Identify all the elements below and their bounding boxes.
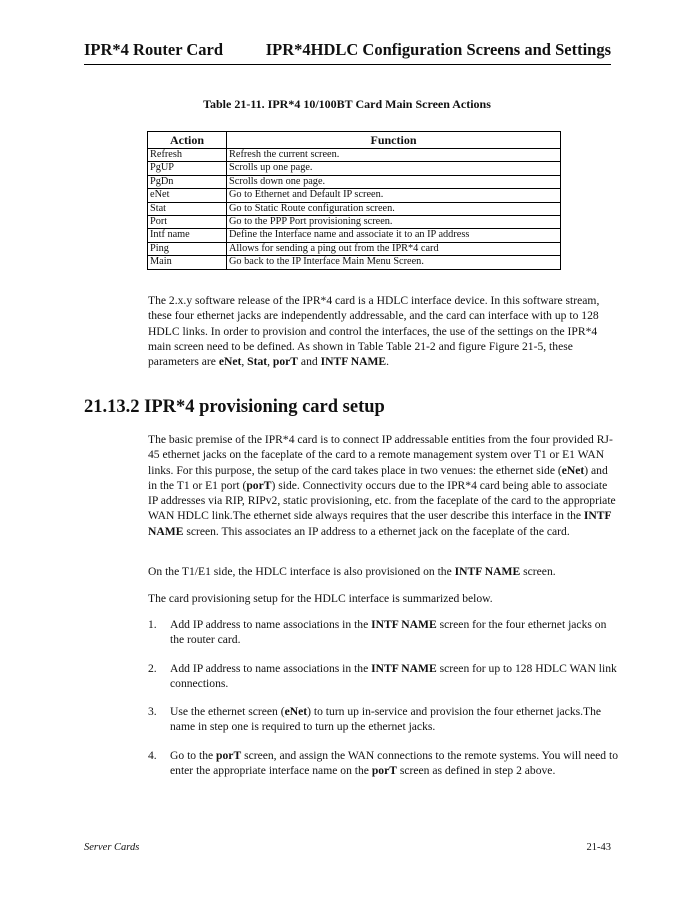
step-number: 1. [148, 618, 157, 631]
bold-term: eNet [284, 705, 308, 719]
table-row [148, 242, 561, 255]
table-row [148, 162, 561, 175]
step-number: 4. [148, 748, 157, 762]
table-cell-action: Main [148, 256, 227, 269]
text-run: screen for up to 128 HDLC WAN link connections. [170, 661, 617, 690]
text-run: On the T1/E1 side, the HDLC interface is also provisioned on the [148, 565, 455, 578]
table-cell-function: Define the Interface name and associate it to an IP address [227, 229, 561, 242]
text-run: The 2.x.y software release of the IPR*4 card is a HDLC interface device. In this software stream, these four ethernet jacks are independently addressable, and the card can interface with up to 128 HDLC links. In order to provision and control the interfaces, the use of the settings on the IPR*4 main screen need to be defined. As shown in Table Table 21-2 and figure Figure 21-5, these parameters are [148, 294, 600, 369]
setup-steps-list [148, 617, 618, 791]
step-text [170, 748, 618, 779]
table-cell-function: Go to the PPP Port provisioning screen. [227, 216, 561, 229]
text-run: screen as defined in step 2 above. [396, 764, 556, 778]
bold-term: INTF NAME [148, 509, 612, 538]
table-row [148, 256, 561, 269]
bold-term: INTF NAME [454, 565, 521, 578]
step-number: 2. [148, 661, 157, 675]
bold-term: eNet [218, 355, 242, 369]
intro-paragraph [148, 293, 618, 369]
summary-paragraph: The card provisioning setup for the HDLC interface is summarized below. [148, 592, 493, 605]
table-cell-function: Go back to the IP Interface Main Menu Screen. [227, 256, 561, 269]
bold-term: INTF NAME [320, 355, 387, 369]
table-cell-function: Scrolls up one page. [227, 162, 561, 175]
list-item [148, 661, 618, 692]
bold-term: porT [272, 355, 299, 369]
bold-term: Stat [247, 355, 268, 369]
step-text [170, 704, 618, 735]
table-cell-function: Scrolls down one page. [227, 175, 561, 188]
bold-term: INTF NAME [371, 618, 437, 631]
table-cell-function: Go to Static Route configuration screen. [227, 202, 561, 215]
table-cell-action: eNet [148, 189, 227, 202]
bold-term: porT [371, 764, 397, 778]
t1e1-paragraph [148, 564, 618, 579]
step-number: 3. [148, 705, 157, 719]
text-run: , [267, 355, 273, 369]
table-row [148, 149, 561, 162]
list-item [148, 704, 618, 735]
text-run: screen for the four ethernet jacks on the router card. [170, 618, 607, 647]
text-run: Add IP address to name associations in the [170, 618, 372, 631]
list-item [148, 617, 618, 648]
step-text [170, 661, 618, 692]
list-item [148, 748, 618, 779]
table-cell-action: Stat [148, 202, 227, 215]
table-caption: Table 21-11. IPR*4 10/100BT Card Main Screen Actions [203, 97, 491, 111]
header-right-title: IPR*4HDLC Configuration Screens and Settings [265, 40, 611, 59]
actions-table [147, 131, 561, 270]
text-run: Go to the [170, 748, 217, 762]
table-row [148, 175, 561, 188]
text-run: ) to turn up in-service and provision the four ethernet jacks.The name in step one is required to turn up the ethernet jacks. [170, 705, 602, 734]
text-run: The basic premise of the IPR*4 card is to connect IP addressable entities from the four provided RJ-45 ethernet jacks on the faceplate of the card to a remote management system over T1 or E1 WAN links. For this purpose, the setup of the card takes place in two venues: the ethernet side ( [148, 433, 613, 477]
text-run: screen. This associates an IP address to a ethernet jack on the faceplate of the card. [183, 524, 570, 538]
table-cell-action: Ping [148, 242, 227, 255]
text-run: screen, and assign the WAN connections to the remote systems. You will need to enter the appropriate interface name on the [170, 748, 619, 778]
bold-term: INTF NAME [371, 661, 437, 675]
column-header-function: Function [227, 132, 561, 149]
text-run: , [241, 355, 248, 369]
premise-paragraph [148, 432, 618, 539]
table-cell-function: Allows for sending a ping out from the IPR*4 card [227, 242, 561, 255]
step-text [170, 617, 618, 648]
table-row [148, 202, 561, 215]
table-header-row [148, 132, 561, 149]
header-left-title: IPR*4 Router Card [84, 40, 224, 59]
table-cell-function: Go to Ethernet and Default IP screen. [227, 189, 561, 202]
text-run: Use the ethernet screen ( [170, 705, 285, 719]
text-run: screen. [520, 565, 556, 578]
table-cell-action: Port [148, 216, 227, 229]
column-header-action: Action [148, 132, 227, 149]
table-row [148, 216, 561, 229]
text-run: ) and in the T1 or E1 port ( [148, 463, 608, 492]
table-cell-action: Intf name [148, 229, 227, 242]
text-run: . [386, 355, 390, 369]
bold-term: porT [246, 478, 272, 492]
footer-page-number: 21-43 [586, 842, 611, 853]
text-run: Add IP address to name associations in the [170, 661, 372, 675]
page-header [84, 40, 611, 65]
section-title: 21.13.2 IPR*4 provisioning card setup [84, 397, 385, 417]
bold-term: porT [216, 748, 242, 762]
table-row [148, 189, 561, 202]
table-cell-function: Refresh the current screen. [227, 149, 561, 162]
table-row [148, 229, 561, 242]
bold-term: eNet [561, 463, 585, 477]
table-cell-action: PgUP [148, 162, 227, 175]
text-run: ) side. Connectivity occurs due to the IPR*4 card being able to associate IP addresses via RIP, RIPv2, static provisioning, etc. from the faceplate of the card to the appropriate WAN HDLC link.The ethernet side always requires that the user describe this interface in the [148, 478, 616, 523]
footer-section-name: Server Cards [84, 842, 140, 853]
table-cell-action: PgDn [148, 175, 227, 188]
text-run: and [298, 355, 321, 369]
table-cell-action: Refresh [148, 149, 227, 162]
